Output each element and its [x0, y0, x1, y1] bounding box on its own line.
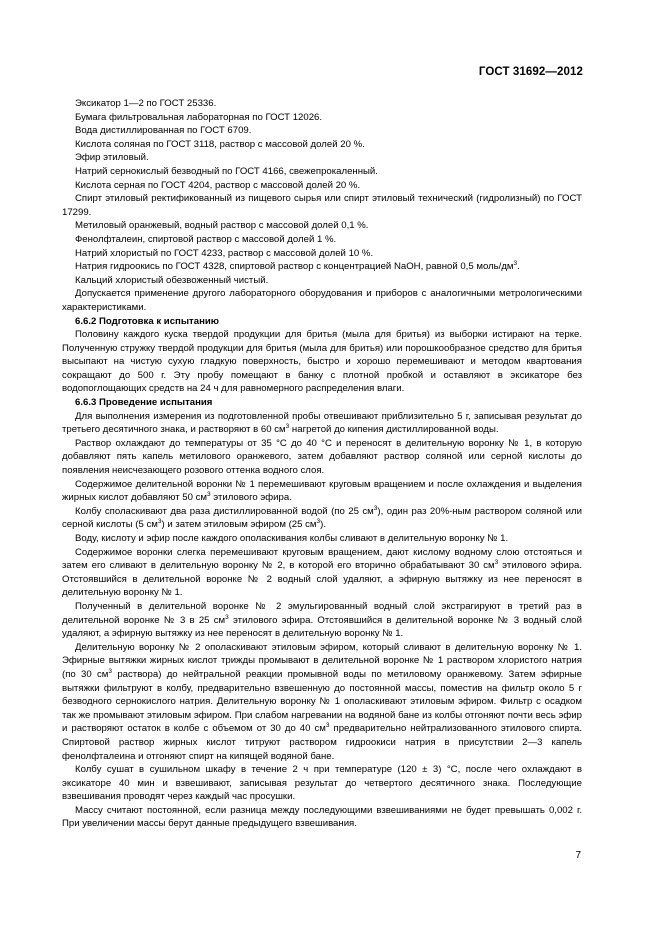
page-content — [62, 97, 582, 831]
equipment-note: Допускается применение другого лабораторного оборудования и приборов с аналогичными метрологическими характеристиками. — [62, 288, 582, 313]
equipment-line: Эксикатор 1—2 по ГОСТ 25336. — [75, 98, 217, 109]
equipment-line: Натрий хлористый по ГОСТ 4233, раствор с массовой долей 10 %. — [75, 247, 374, 259]
equipment-line: Кислота серная по ГОСТ 4204, раствор с массовой долей 20 %. — [75, 179, 361, 191]
paragraph: Содержимое воронки слегка перемешивают круговым вращением, дают кислому водному слою отстояться и затем его сливают в делительную воронку № 2, в которой его вторично обрабатывают 30 $см^3$ этилового эфира. Отстоявшийся в делительной воронке № 2 водный слой удаляют, а эфирную вытяжку из нее переносят в делительную воронку № 1. — [62, 546, 582, 599]
equipment-line: Кальций хлористый обезвоженный чистый. — [75, 274, 269, 286]
equipment-line: Спирт этиловый ректификованный из пищевого сырья или спирт этиловый технический (гидролизный) по ГОСТ 17299. — [62, 193, 582, 218]
paragraph: Делительную воронку № 2 ополаскивают этиловым эфиром, который сливают в делительную воронку № 1. Эфирные вытяжки жирных кислот трижды промывают в делительной воронке № 1 раствором хлористого натрия (по 30 $см^3$ раствора) до нейтральной реакции промывной воды по метиловому оранжевому. Затем эфирные вытяжки фильтруют в колбу, предварительно взвешенную до постоянной массы, поместив на фильтр около 5 г безводного сернокислого натрия. Делительную воронку № 1 ополаскивают этиловым эфиром. Фильтр с осадком так же промывают этиловым эфиром. При слабом нагревании на водяной бане из колбы отгоняют почти весь эфир и растворяют остаток в колбе с объемом от 30 до 40 $см^3$ предварительно нейтрализованного этилового спирта. Спиртовой раствор жирных кислот титруют раствором гидроокиси натрия в присутствии 2—3 капель фенолфталеина и отгоняют спирт на кипящей водяной бане. — [62, 641, 582, 762]
paragraph: Воду, кислоту и эфир после каждого ополаскивания колбы сливают в делительную воронку № 1. — [75, 533, 509, 544]
paragraph: Массу считают постоянной, если разница между последующими взвешиваниями не будет превышать 0,002 г. При увеличении массы берут данные предыдущего взвешивания. — [62, 804, 582, 830]
paragraph: Колбу споласкивают два раза дистиллированной водой (по 25 $см^3$), один раз 20%-ным раствором соляной или серной кислоты (5 $см^3$) и затем этиловым эфиром (25 $см^3$). — [62, 504, 582, 531]
equipment-line: Фенолфталеин, спиртовой раствор с массовой долей 1 %. — [75, 233, 337, 245]
naoh-text: Натрия гидроокись по ГОСТ 4328, спиртовой раствор с концентрацией NaOH, равной 0,5 моль/дм — [75, 261, 514, 273]
paragraph: Раствор охлаждают до температуры от 35 °С до 40 °С и переносят в делительную воронку № 1, в которую добавляют пять капель метилового оранжевого, затем добавляют раствор соляной или серной кислоты до появления неисчезающего розового оттенка водного слоя. — [62, 437, 582, 477]
paragraph: Содержимое делительной воронки № 1 перемешивают круговым вращением и после охлаждения и выделения жирных кислот добавляют 50 $см^3$ этилового эфира. — [62, 478, 582, 504]
paragraph: Полученный в делительной воронке № 2 эмульгированный водный слой экстрагируют в третий раз в делительной воронке № 3 в 25 $см^3$ этилового эфира. Отстоявшийся в делительной воронке № 3 водный слой удаляют, а эфирную вытяжку из нее переносят в делительную воронку № 1. — [62, 600, 582, 640]
equipment-line: Вода дистиллированная по ГОСТ 6709. — [75, 125, 252, 137]
section-body-6-6-2: Половину каждого куска твердой продукции для бритья (мыла для бритья) из выборки истирают на терке. Полученную стружку твердой продукции для бритья (мыла для бритья) или порошкообразное средство для бритья высыпают на чистую сухую гладкую поверхность, быстро и хорошо перемешивают и методом квартования сокращают до 500 г. Эту пробу помещают в банку с плотной пробкой и оставляют в эксикаторе без водопоглощающих средств на 24 ч для равномерного распределения влаги. — [62, 329, 582, 395]
equipment-line: Натрий сернокислый безводный по ГОСТ 4166, свежепрокаленный. — [75, 165, 378, 177]
document-code: ГОСТ 31692—2012 — [478, 66, 583, 78]
equipment-line: Метиловый оранжевый, водный раствор с массовой долей 0,1 %. — [75, 220, 369, 232]
naoh-end: . — [517, 261, 520, 273]
paragraph: Колбу сушат в сушильном шкафу в течение 2 ч при температуре (120 ± 3) °С, после чего охлаждают в эксикаторе 40 мин и взвешивают, записывая результат до четвертого десятичного знака. Последующие взвешивания проводят через каждый час просушки. — [62, 764, 582, 803]
paragraph: Для выполнения измерения из подготовленной пробы отвешивают приблизительно 5 г, записывая результат до третьего десятичного знака, и растворяют в 60 $см^3$ нагретой до кипения дистиллированной воды. — [62, 410, 582, 436]
superscript: 3 — [513, 260, 518, 268]
equipment-line-naoh — [62, 260, 582, 274]
equipment-line: Бумага фильтровальная лабораторная по ГОСТ 12026. — [75, 111, 323, 123]
equipment-line: Кислота соляная по ГОСТ 3118, раствор с массовой долей 20 %. — [75, 138, 365, 150]
page-number: 7 — [575, 850, 581, 861]
equipment-line: Эфир этиловый. — [75, 152, 149, 164]
section-heading-6-6-3: 6.6.3 Проведение испытания — [75, 397, 213, 409]
section-heading-6-6-2: 6.6.2 Подготовка к испытанию — [75, 315, 219, 327]
